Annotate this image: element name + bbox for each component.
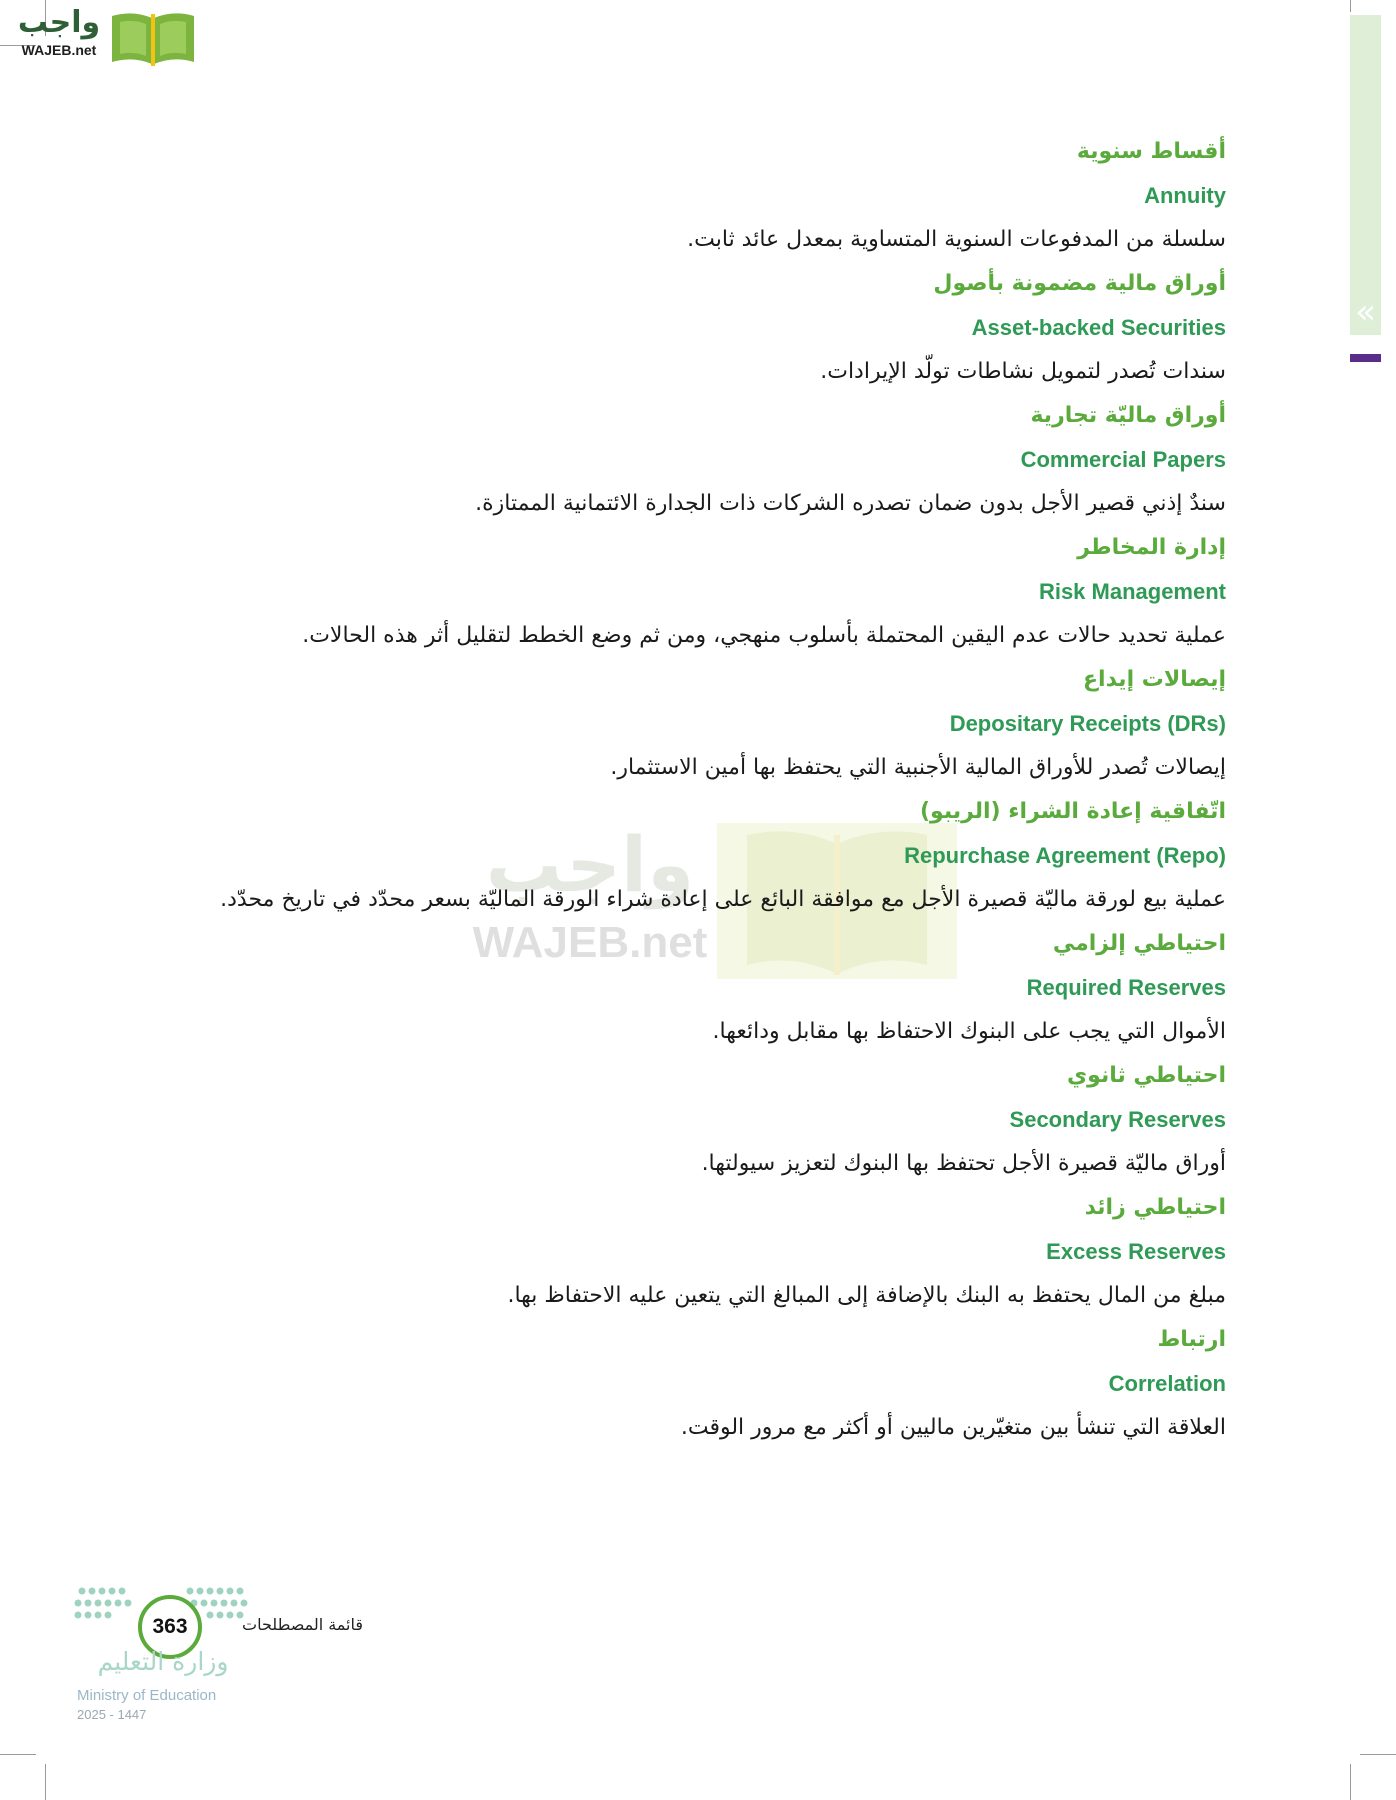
- watermark-latin-text: WAJEB.net: [472, 918, 708, 967]
- term-arabic: إيصالات إيداع: [1083, 667, 1226, 692]
- logo-arabic-text: واجب: [17, 5, 101, 40]
- glossary-entry-correlation: [146, 1318, 1226, 1450]
- glossary-entry-risk-management: [146, 526, 1226, 658]
- crop-mark-top-right: [1350, 0, 1351, 12]
- wajeb-logo[interactable]: [10, 4, 190, 66]
- page-footer: [70, 1575, 410, 1735]
- glossary-entry-excess-reserves: [146, 1186, 1226, 1318]
- term-arabic: إدارة المخاطر: [1077, 535, 1226, 560]
- term-arabic: احتياطي زائد: [1084, 1195, 1226, 1220]
- term-arabic: اتّفاقية إعادة الشراء (الريبو): [919, 799, 1226, 824]
- term-english: Repurchase Agreement (Repo): [904, 843, 1226, 868]
- term-english: Asset-backed Securities: [971, 315, 1226, 340]
- term-english: Risk Management: [1038, 579, 1226, 604]
- glossary-entry-required-reserves: [146, 922, 1226, 1054]
- glossary-entry-commercial-papers: [146, 394, 1226, 526]
- term-english: Excess Reserves: [1046, 1239, 1226, 1264]
- term-arabic: احتياطي ثانوي: [1067, 1063, 1226, 1088]
- term-definition: العلاقة التي تنشأ بين متغيّرين ماليين أو أكثر مع مرور الوقت.: [680, 1415, 1226, 1440]
- term-arabic: أوراق مالية مضمونة بأصول: [933, 271, 1226, 296]
- crop-mark-bottom-right-h: [1360, 1754, 1396, 1755]
- term-definition: سلسلة من المدفوعات السنوية المتساوية بمعدل عائد ثابت.: [687, 227, 1226, 252]
- page-number: 363: [138, 1595, 202, 1659]
- glossary-entry-annuity: [146, 130, 1226, 262]
- term-arabic: ارتباط: [1157, 1327, 1226, 1352]
- term-arabic: أقساط سنوية: [1076, 139, 1226, 164]
- glossary-entry-repurchase-agreement: [146, 790, 1226, 922]
- crop-mark-bottom-left: [45, 1764, 46, 1800]
- term-definition: عملية تحديد حالات عدم اليقين المحتملة بأسلوب منهجي، ومن ثم وضع الخطط لتقليل أثر هذه الحالات.: [302, 623, 1226, 648]
- watermark-arabic-text: واجب: [485, 820, 695, 909]
- term-english: Depositary Receipts (DRs): [949, 711, 1226, 736]
- glossary-entry-depositary-receipts: [146, 658, 1226, 790]
- side-accent-bar: [1350, 354, 1381, 362]
- glossary-list: [146, 130, 1226, 1450]
- glossary-entry-asset-backed-securities: [146, 262, 1226, 394]
- logo-latin-text: WAJEB.net: [21, 42, 97, 58]
- ministry-year: 2025 - 1447: [77, 1707, 147, 1722]
- term-definition: إيصالات تُصدر للأوراق المالية الأجنبية التي يحتفظ بها أمين الاستثمار.: [610, 755, 1226, 780]
- term-english: Correlation: [1108, 1371, 1226, 1396]
- section-title: قائمة المصطلحات: [242, 1615, 364, 1634]
- term-definition: عملية بيع لورقة ماليّة قصيرة الأجل مع موافقة البائع على إعادة شراء الورقة الماليّة بسعر محدّد في تاريخ محدّد.: [220, 887, 1226, 912]
- term-definition: سندٌ إذني قصير الأجل بدون ضمان تصدره الشركات ذات الجدارة الائتمانية الممتازة.: [475, 491, 1226, 516]
- term-english: Required Reserves: [1026, 975, 1226, 1000]
- ministry-arabic-name: وزارة التعليم: [97, 1647, 229, 1676]
- term-arabic: احتياطي إلزامي: [1052, 931, 1226, 956]
- term-definition: سندات تُصدر لتمويل نشاطات تولّد الإيرادات.: [820, 359, 1226, 384]
- open-book-icon: [108, 6, 198, 68]
- term-arabic: أوراق ماليّة تجارية: [1030, 403, 1226, 428]
- crop-mark-bottom-left-h: [0, 1754, 36, 1755]
- term-english: Commercial Papers: [1020, 447, 1226, 472]
- term-english: Annuity: [1144, 183, 1226, 208]
- side-chevrons-decoration: «: [1355, 292, 1376, 332]
- term-definition: مبلغ من المال يحتفظ به البنك بالإضافة إلى المبالغ التي يتعين عليه الاحتفاظ بها.: [507, 1283, 1226, 1308]
- term-definition: الأموال التي يجب على البنوك الاحتفاظ بها مقابل ودائعها.: [712, 1019, 1226, 1044]
- glossary-entry-secondary-reserves: [146, 1054, 1226, 1186]
- ministry-english-name: Ministry of Education: [77, 1687, 217, 1704]
- side-decoration-strip: [1350, 15, 1381, 335]
- term-english: Secondary Reserves: [1009, 1107, 1226, 1132]
- term-definition: أوراق ماليّة قصيرة الأجل تحتفظ بها البنوك لتعزيز سيولتها.: [701, 1151, 1226, 1176]
- crop-mark-bottom-right: [1350, 1764, 1351, 1800]
